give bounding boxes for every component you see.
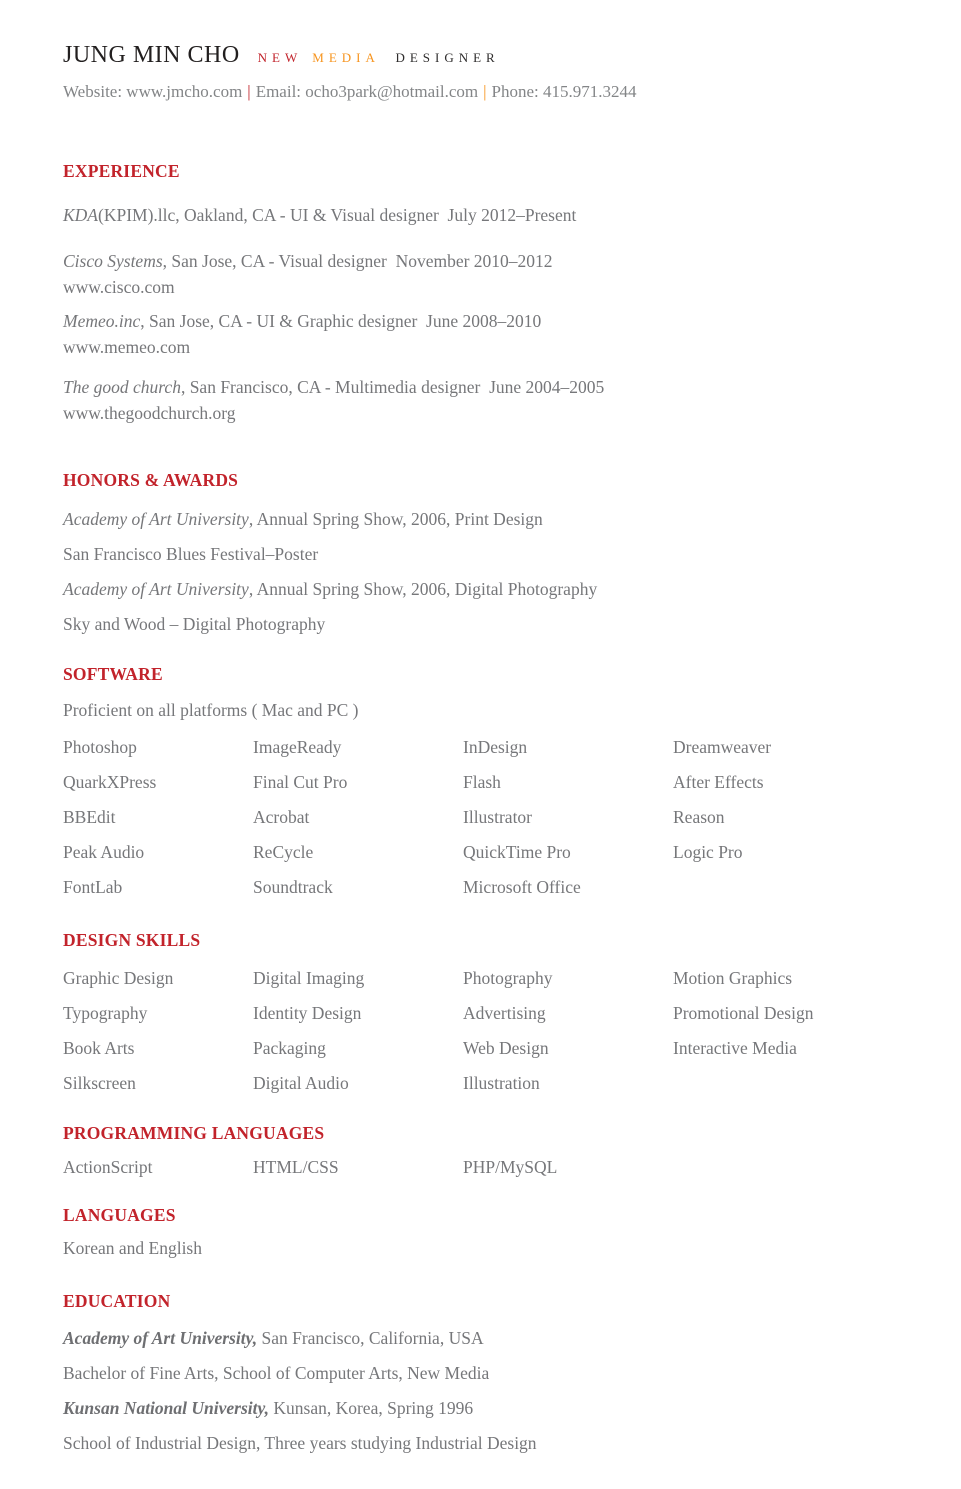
design-skill-item: Digital Imaging [253,968,365,988]
software-item: Dreamweaver [673,737,772,757]
software-subtitle: Proficient on all platforms ( Mac and PC ) [63,700,359,720]
company-name: Cisco Systems [63,251,163,271]
experience-entry [63,312,903,357]
company-name: KDA [63,205,98,225]
programming-item: ActionScript [63,1157,153,1177]
programming-grid [63,1158,903,1177]
section-experience [63,161,903,423]
software-item: InDesign [463,737,528,757]
award-details: , Annual Spring Show, 2006, Digital Photography [248,579,598,599]
software-item: QuarkXPress [63,772,157,792]
design-skill-item: Silkscreen [63,1073,136,1093]
programming-heading: PROGRAMMING LANGUAGES [63,1123,325,1143]
award-org: Academy of Art University [63,509,249,529]
software-item: FontLab [63,877,123,897]
software-item: Microsoft Office [463,877,581,897]
section-education [63,1291,903,1453]
education-details: San Francisco, California, USA [257,1328,484,1348]
entry-details: , San Francisco, CA - Multimedia designer June 2004–2005 [180,377,605,397]
education-details: School of Industrial Design, Three years studying Industrial Design [63,1433,537,1453]
design-skill-item: Advertising [463,1003,546,1023]
software-item: Peak Audio [63,842,145,862]
honor-item [63,615,903,634]
section-design-skills [63,930,903,1093]
job-title [258,50,500,65]
award-org: Academy of Art University [63,579,249,599]
software-item: Soundtrack [253,877,333,897]
company-url: www.memeo.com [63,337,191,357]
software-grid [63,738,903,897]
design-skill-item: Book Arts [63,1038,135,1058]
company-url: www.cisco.com [63,277,175,297]
person-name: JUNG MIN CHO [63,42,240,68]
education-heading: EDUCATION [63,1291,171,1311]
software-item: Flash [463,772,501,792]
separator-red: | [247,82,251,101]
design-skill-item: Graphic Design [63,968,174,988]
email-text: Email: ocho3park@hotmail.com [255,82,479,101]
award-details: Sky and Wood – Digital Photography [63,614,326,634]
honor-item [63,580,903,599]
software-item: Final Cut Pro [253,772,348,792]
software-item: ImageReady [253,737,342,757]
header [63,42,903,102]
experience-entry [63,206,903,225]
experience-heading: EXPERIENCE [63,161,180,181]
design-skill-item: Digital Audio [253,1073,349,1093]
experience-entry-line [63,312,903,331]
company-url: www.thegoodchurch.org [63,403,236,423]
contact-line [63,82,903,102]
entry-details: (KPIM).llc, Oakland, CA - UI & Visual designer July 2012–Present [98,205,577,225]
software-item: Acrobat [253,807,310,827]
award-details: San Francisco Blues Festival–Poster [63,544,319,564]
section-software [63,664,903,897]
education-details: Kunsan, Korea, Spring 1996 [269,1398,474,1418]
design-skill-item: Packaging [253,1038,326,1058]
award-details: , Annual Spring Show, 2006, Print Design [248,509,543,529]
design-skill-item: Interactive Media [673,1038,797,1058]
honors-heading: HONORS & AWARDS [63,470,239,490]
programming-item: PHP/MySQL [463,1157,558,1177]
design-skill-item: Web Design [463,1038,549,1058]
education-item [63,1329,903,1348]
experience-entry [63,378,903,423]
education-item [63,1434,903,1453]
experience-entry-line [63,378,903,397]
design-skill-item: Illustration [463,1073,540,1093]
section-honors-awards [63,470,903,634]
education-item [63,1364,903,1383]
experience-entry [63,252,903,297]
education-details: Bachelor of Fine Arts, School of Computer Arts, New Media [63,1363,490,1383]
design-skill-item: Motion Graphics [673,968,793,988]
section-languages [63,1205,903,1258]
software-item: Reason [673,807,725,827]
job-title-media: MEDIA [312,50,380,65]
software-heading: SOFTWARE [63,664,163,684]
entry-details: , San Jose, CA - Visual designer November 2010–2012 [162,251,553,271]
job-title-new: NEW [257,50,303,65]
design-skill-item: Promotional Design [673,1003,814,1023]
languages-text: Korean and English [63,1238,202,1258]
name-row [63,42,903,69]
software-item: QuickTime Pro [463,842,571,862]
software-item: Illustrator [463,807,533,827]
company-name: Memeo.inc [63,311,141,331]
website-text: Website: www.jmcho.com [63,82,243,101]
education-item [63,1399,903,1418]
languages-heading: LANGUAGES [63,1205,176,1225]
company-name: The good church [63,377,181,397]
job-title-designer: DESIGNER [395,50,500,65]
programming-item: HTML/CSS [253,1157,339,1177]
phone-text: Phone: 415.971.3244 [491,82,637,101]
experience-entry-line [63,206,903,225]
separator-orange: | [483,82,487,101]
design-skill-item: Typography [63,1003,148,1023]
experience-entry-line [63,252,903,271]
honor-item [63,545,903,564]
software-item: Logic Pro [673,842,743,862]
software-item: ReCycle [253,842,314,862]
design-skill-item: Photography [463,968,553,988]
software-item: Photoshop [63,737,137,757]
design-skills-grid [63,969,903,1093]
school-name: Academy of Art University, [63,1328,258,1348]
software-item: BBEdit [63,807,116,827]
design-skill-item: Identity Design [253,1003,362,1023]
honor-item [63,510,903,529]
design-skills-heading: DESIGN SKILLS [63,930,201,950]
software-item: After Effects [673,772,764,792]
section-programming-languages [63,1123,903,1177]
entry-details: , San Jose, CA - UI & Graphic designer June 2008–2010 [140,311,542,331]
school-name: Kunsan National University, [63,1398,269,1418]
